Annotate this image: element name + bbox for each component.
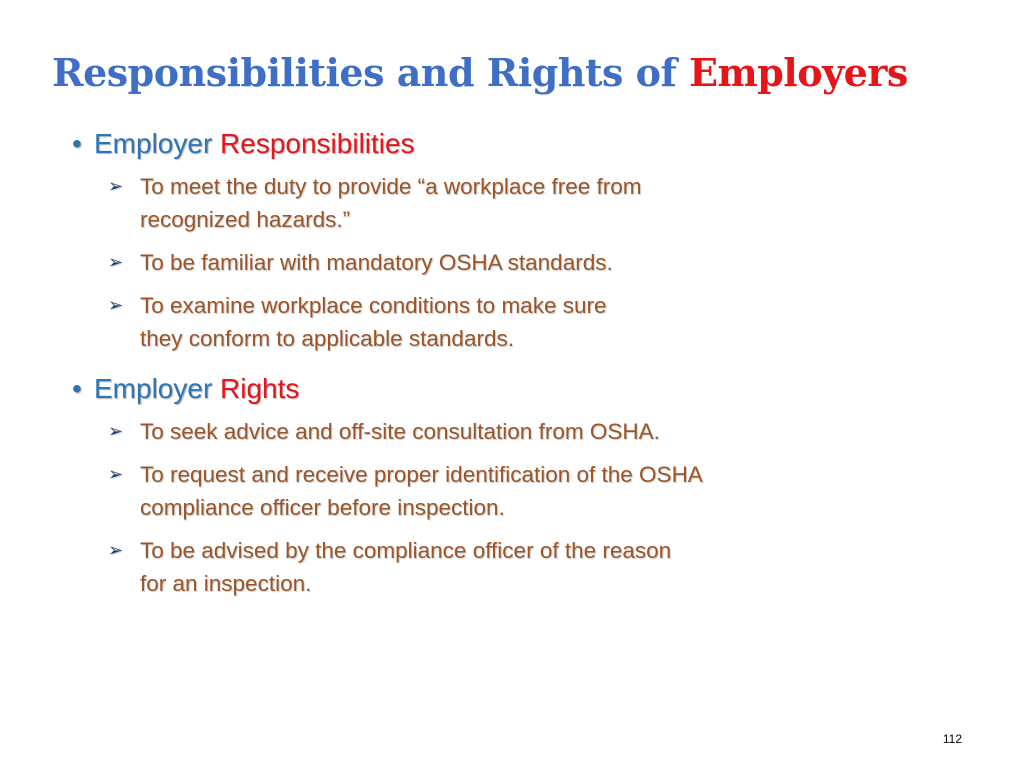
arrow-bullet-icon: ➢: [108, 464, 124, 484]
rights-list: [72, 415, 972, 600]
section-heading-label: [94, 371, 299, 407]
slide-title-main: Responsibilities and Rights of: [52, 50, 690, 95]
arrow-bullet-icon: ➢: [108, 421, 124, 441]
bullet-dot-icon: •: [72, 373, 82, 404]
section-heading-accent: Responsibilities: [220, 128, 415, 159]
section-heading-prefix: Employer: [94, 373, 221, 404]
list-item: [108, 170, 972, 236]
list-item-line: To be advised by the compliance officer of the reason: [140, 538, 672, 563]
arrow-bullet-icon: ➢: [108, 540, 124, 560]
list-item-line: for an inspection.: [140, 571, 312, 596]
list-item: [108, 534, 972, 600]
list-item-line: To seek advice and off-site consultation from OSHA.: [140, 419, 660, 444]
slide-content: [72, 126, 972, 610]
list-item-text: [140, 170, 641, 236]
list-item-line: To meet the duty to provide “a workplace free from: [140, 174, 642, 199]
list-item: [108, 415, 972, 448]
list-item-line: recognized hazards.”: [140, 207, 351, 232]
arrow-bullet-icon: ➢: [108, 252, 124, 272]
list-item: [108, 289, 972, 355]
list-item-line: compliance officer before inspection.: [140, 495, 505, 520]
list-item-text: [140, 534, 671, 600]
section-heading-label: [94, 126, 415, 162]
list-item-line: they conform to applicable standards.: [140, 326, 514, 351]
page-number: 112: [942, 732, 962, 746]
list-item-line: To request and receive proper identification of the OSHA: [140, 462, 703, 487]
bullet-dot-icon: •: [72, 128, 82, 159]
list-item-text: [140, 289, 606, 355]
section-heading-responsibilities: [72, 126, 972, 162]
section-heading-accent: Rights: [220, 373, 300, 404]
list-item-text: [140, 458, 703, 524]
slide-title: [52, 48, 908, 98]
list-item-line: To be familiar with mandatory OSHA standards.: [140, 250, 613, 275]
arrow-bullet-icon: ➢: [108, 176, 124, 196]
arrow-bullet-icon: ➢: [108, 295, 124, 315]
list-item: [108, 246, 972, 279]
list-item: [108, 458, 972, 524]
list-item-line: To examine workplace conditions to make sure: [140, 293, 607, 318]
section-heading-rights: [72, 371, 972, 407]
section-heading-prefix: Employer: [94, 128, 221, 159]
list-item-text: [140, 246, 613, 279]
list-item-text: [140, 415, 660, 448]
responsibilities-list: [72, 170, 972, 355]
slide-title-accent: Employers: [689, 50, 908, 95]
